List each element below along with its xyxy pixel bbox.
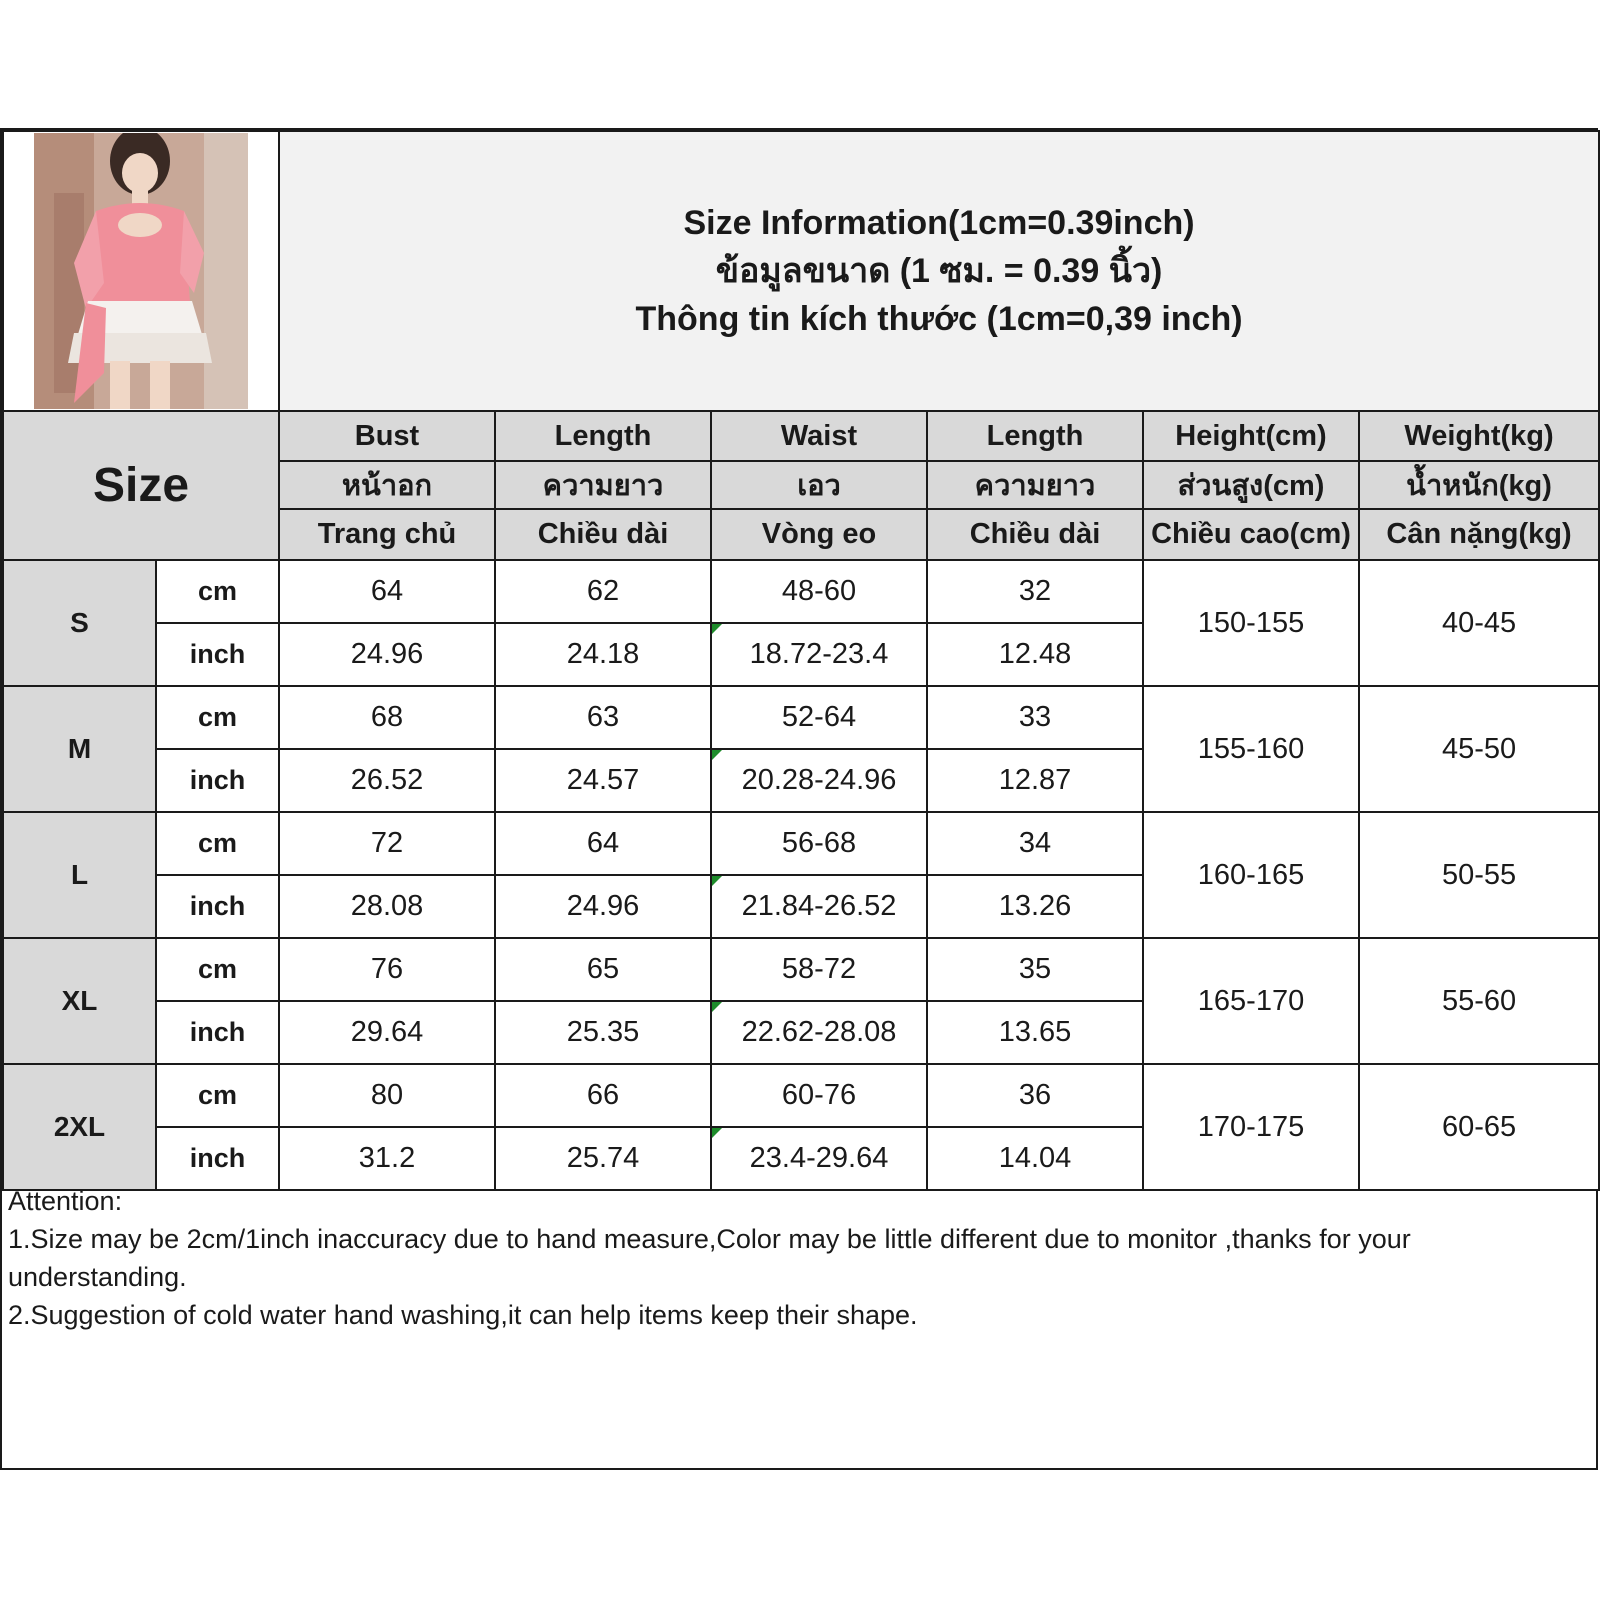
size-table	[2, 130, 1600, 1191]
cell-height: 165-170	[1143, 938, 1359, 1064]
cell-inch-value: 18.72-23.4	[749, 638, 889, 670]
size-chart	[0, 128, 1598, 1470]
title-english: Size Information(1cm=0.39inch)	[683, 204, 1195, 242]
header-thai-col-3: ความยาว	[927, 461, 1143, 509]
header-thai-col-4: ส่วนสูง(cm)	[1143, 461, 1359, 509]
header-english-col-4: Height(cm)	[1143, 411, 1359, 461]
unit-cm: cm	[156, 812, 279, 875]
cell-cm-col-3: 36	[927, 1064, 1143, 1127]
cell-inch-col-2	[711, 623, 927, 686]
cell-marker-icon	[712, 1002, 722, 1012]
cell-cm-col-0: 72	[279, 812, 495, 875]
cell-inch-value: 22.62-28.08	[741, 1016, 897, 1048]
cell-cm-col-2: 56-68	[711, 812, 927, 875]
unit-inch: inch	[156, 875, 279, 938]
header-vietnamese-col-4: Chiều cao(cm)	[1143, 509, 1359, 560]
cell-inch-col-1: 24.18	[495, 623, 711, 686]
cell-weight: 50-55	[1359, 812, 1599, 938]
cell-inch-value: 23.4-29.64	[749, 1142, 889, 1174]
cell-marker-icon	[712, 1128, 722, 1138]
cell-weight: 60-65	[1359, 1064, 1599, 1190]
unit-cm: cm	[156, 1064, 279, 1127]
title-cell	[279, 131, 1599, 411]
cell-height: 150-155	[1143, 560, 1359, 686]
cell-inch-value: 21.84-26.52	[741, 890, 897, 922]
cell-cm-col-0: 64	[279, 560, 495, 623]
cell-cm-col-1: 64	[495, 812, 711, 875]
product-photo-cell	[3, 131, 279, 411]
header-vietnamese-col-1: Chiều dài	[495, 509, 711, 560]
cell-inch-col-3: 14.04	[927, 1127, 1143, 1190]
cell-cm-col-2: 48-60	[711, 560, 927, 623]
cell-inch-col-1: 25.74	[495, 1127, 711, 1190]
header-english-col-3: Length	[927, 411, 1143, 461]
header-vietnamese-col-0: Trang chủ	[279, 509, 495, 560]
unit-inch: inch	[156, 1127, 279, 1190]
cell-cm-col-0: 68	[279, 686, 495, 749]
cell-inch-col-0: 31.2	[279, 1127, 495, 1190]
header-english-col-5: Weight(kg)	[1359, 411, 1599, 461]
cell-marker-icon	[712, 876, 722, 886]
cell-cm-col-1: 65	[495, 938, 711, 1001]
product-photo	[34, 133, 248, 409]
unit-cm: cm	[156, 938, 279, 1001]
cell-inch-col-2	[711, 875, 927, 938]
size-name: S	[3, 560, 156, 686]
cell-cm-col-3: 35	[927, 938, 1143, 1001]
cell-height: 155-160	[1143, 686, 1359, 812]
cell-marker-icon	[712, 750, 722, 760]
cell-cm-col-3: 32	[927, 560, 1143, 623]
model-photo-icon	[34, 133, 248, 409]
header-thai-col-2: เอว	[711, 461, 927, 509]
cell-inch-col-3: 12.87	[927, 749, 1143, 812]
cell-cm-col-2: 58-72	[711, 938, 927, 1001]
cell-inch-col-2	[711, 749, 927, 812]
size-name: M	[3, 686, 156, 812]
table-row	[3, 560, 1599, 623]
cell-weight: 45-50	[1359, 686, 1599, 812]
size-name: XL	[3, 938, 156, 1064]
cell-inch-col-0: 28.08	[279, 875, 495, 938]
cell-inch-col-3: 13.65	[927, 1001, 1143, 1064]
header-english-col-2: Waist	[711, 411, 927, 461]
cell-weight: 40-45	[1359, 560, 1599, 686]
table-row	[3, 686, 1599, 749]
header-vietnamese-col-2: Vòng eo	[711, 509, 927, 560]
size-header: Size	[3, 411, 279, 560]
header-thai-col-0: หน้าอก	[279, 461, 495, 509]
cell-inch-col-3: 12.48	[927, 623, 1143, 686]
cell-inch-col-0: 24.96	[279, 623, 495, 686]
cell-inch-col-2	[711, 1001, 927, 1064]
cell-marker-icon	[712, 624, 722, 634]
cell-height: 160-165	[1143, 812, 1359, 938]
header-vietnamese-col-3: Chiều dài	[927, 509, 1143, 560]
cell-cm-col-0: 76	[279, 938, 495, 1001]
unit-inch: inch	[156, 749, 279, 812]
cell-inch-col-0: 26.52	[279, 749, 495, 812]
cell-inch-col-2	[711, 1127, 927, 1190]
cell-cm-col-3: 33	[927, 686, 1143, 749]
cell-cm-col-1: 63	[495, 686, 711, 749]
attention-notes	[8, 1182, 1590, 1334]
cell-cm-col-1: 62	[495, 560, 711, 623]
unit-cm: cm	[156, 686, 279, 749]
cell-inch-col-1: 24.57	[495, 749, 711, 812]
cell-inch-col-3: 13.26	[927, 875, 1143, 938]
header-vietnamese-col-5: Cân nặng(kg)	[1359, 509, 1599, 560]
table-row	[3, 812, 1599, 875]
table-row	[3, 938, 1599, 1001]
cell-height: 170-175	[1143, 1064, 1359, 1190]
cell-inch-col-1: 25.35	[495, 1001, 711, 1064]
unit-inch: inch	[156, 1001, 279, 1064]
attention-note-2: 2.Suggestion of cold water hand washing,it can help items keep their shape.	[8, 1300, 918, 1330]
size-name: 2XL	[3, 1064, 156, 1190]
size-name: L	[3, 812, 156, 938]
header-english-col-0: Bust	[279, 411, 495, 461]
title-vietnamese: Thông tin kích thước (1cm=0,39 inch)	[635, 300, 1243, 338]
cell-cm-col-1: 66	[495, 1064, 711, 1127]
cell-cm-col-0: 80	[279, 1064, 495, 1127]
cell-inch-col-0: 29.64	[279, 1001, 495, 1064]
header-english-col-1: Length	[495, 411, 711, 461]
attention-note-1: 1.Size may be 2cm/1inch inaccuracy due to hand measure,Color may be little different due to monitor ,thanks for your understanding.	[8, 1224, 1411, 1292]
header-thai-col-5: น้ำหนัก(kg)	[1359, 461, 1599, 509]
title-thai: ข้อมูลขนาด (1 ซม. = 0.39 นิ้ว)	[715, 252, 1163, 290]
cell-inch-col-1: 24.96	[495, 875, 711, 938]
header-thai-col-1: ความยาว	[495, 461, 711, 509]
attention-heading: Attention:	[8, 1186, 123, 1216]
cell-cm-col-3: 34	[927, 812, 1143, 875]
cell-inch-value: 20.28-24.96	[741, 764, 897, 796]
cell-cm-col-2: 60-76	[711, 1064, 927, 1127]
unit-cm: cm	[156, 560, 279, 623]
unit-inch: inch	[156, 623, 279, 686]
table-row	[3, 1064, 1599, 1127]
cell-cm-col-2: 52-64	[711, 686, 927, 749]
cell-weight: 55-60	[1359, 938, 1599, 1064]
